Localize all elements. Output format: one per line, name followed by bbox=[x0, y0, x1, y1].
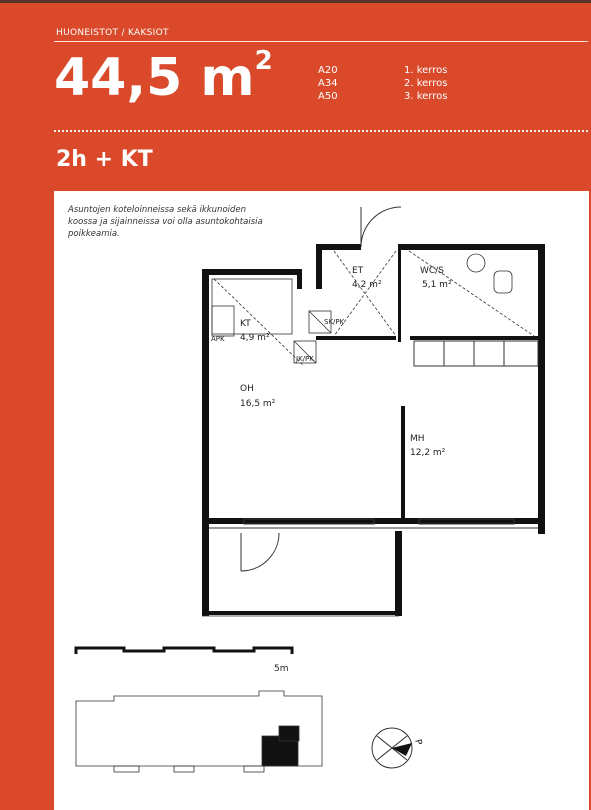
room-wc-area: 5,1 m² bbox=[422, 280, 452, 290]
apartment-code: A34 bbox=[318, 78, 338, 89]
disclaimer-note: Asuntojen koteloinneissa sekä ikkunoiden koossa ja sijainneissa voi olla asuntokohtaisia poikkeamia. bbox=[68, 205, 263, 239]
area-unit-exponent: 2 bbox=[254, 45, 273, 76]
floor-label: 2. kerros bbox=[404, 78, 448, 89]
scale-bar bbox=[76, 648, 292, 674]
room-kt-area: 4,9 m² bbox=[240, 333, 270, 343]
room-wc-name: WC/S bbox=[420, 266, 444, 276]
apartment-list bbox=[318, 64, 338, 103]
apartment-code: A50 bbox=[318, 91, 338, 102]
site-plan bbox=[76, 691, 322, 772]
scale-label: 5m bbox=[274, 664, 289, 674]
top-edge-line bbox=[0, 0, 591, 3]
dotted-divider bbox=[54, 130, 588, 132]
room-oh-name: OH bbox=[240, 384, 254, 394]
room-mh-area: 12,2 m² bbox=[410, 448, 446, 458]
room-jk-label: JK/PK bbox=[296, 355, 314, 363]
room-et-area: 4,2 m² bbox=[352, 280, 382, 290]
apartment-code: A20 bbox=[318, 65, 338, 76]
floor-label: 1. kerros bbox=[404, 65, 448, 76]
floor-plan-panel bbox=[54, 191, 589, 810]
room-mh-name: MH bbox=[410, 434, 425, 444]
floor-list bbox=[404, 64, 447, 103]
header-divider bbox=[54, 41, 588, 42]
apartment-area bbox=[54, 45, 273, 108]
windows bbox=[209, 341, 538, 528]
room-apk-label: APK bbox=[211, 335, 225, 343]
room-et-name: ET bbox=[352, 266, 364, 276]
compass bbox=[372, 728, 423, 768]
room-oh-area: 16,5 m² bbox=[240, 399, 276, 409]
room-sk-label: SK/PK bbox=[324, 318, 345, 326]
interior-fixtures bbox=[202, 251, 534, 616]
floor-plan-drawing bbox=[54, 191, 589, 810]
area-value: 44,5 m bbox=[54, 48, 255, 108]
apartment-type: 2h + KT bbox=[56, 147, 153, 172]
compass-north-label: P bbox=[412, 738, 424, 747]
walls bbox=[202, 244, 545, 616]
category-label: HUONEISTOT / KAKSIOT bbox=[56, 28, 169, 38]
floor-label: 3. kerros bbox=[404, 91, 448, 102]
room-kt-name: KT bbox=[240, 319, 251, 329]
